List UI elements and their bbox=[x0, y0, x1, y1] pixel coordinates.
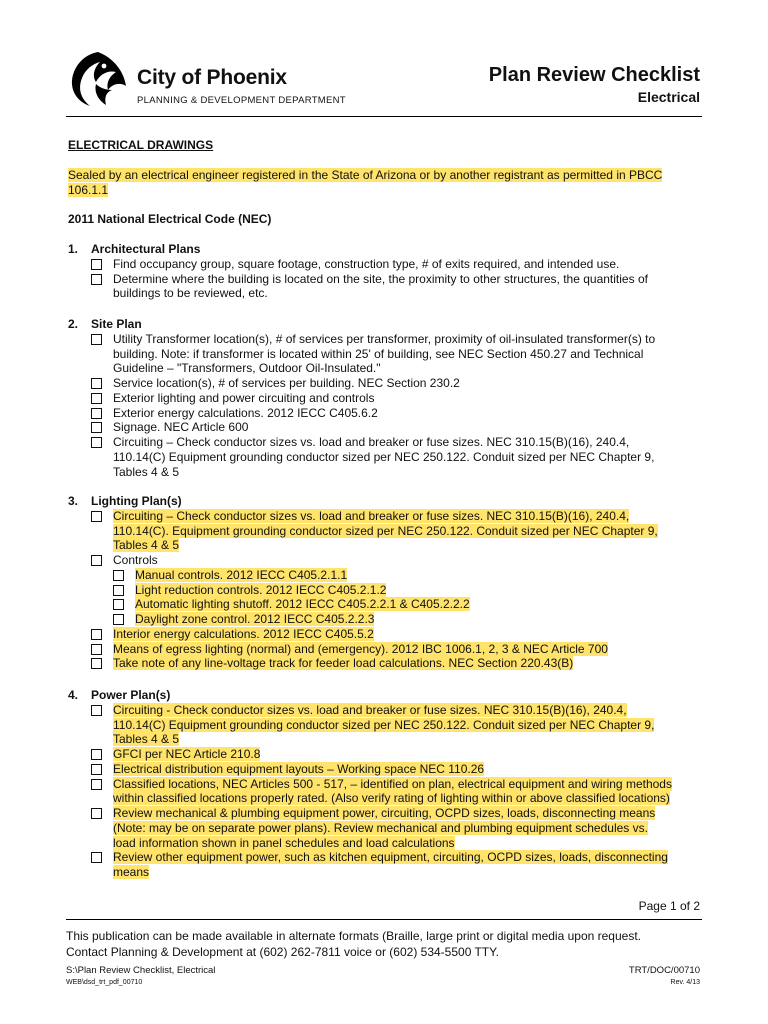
checklist-item-line: Circuiting – Check conductor sizes vs. load and breaker or fuse sizes. NEC 310.15(B)(16), 240.4, bbox=[113, 508, 630, 523]
section-heading-title: Site Plan bbox=[91, 317, 142, 331]
checklist-item-text bbox=[113, 361, 381, 376]
web-path: WEB\dsd_trt_pdf_00710 bbox=[66, 979, 143, 986]
checklist-item-text bbox=[113, 732, 179, 747]
document-title: Plan Review Checklist bbox=[488, 64, 700, 86]
checklist-item-text bbox=[135, 612, 374, 627]
checklist-checkbox[interactable] bbox=[91, 437, 102, 448]
alternate-formats-note bbox=[66, 929, 641, 960]
section-heading-title: Architectural Plans bbox=[91, 242, 201, 256]
code-heading: 2011 National Electrical Code (NEC) bbox=[68, 212, 272, 226]
checklist-item-text bbox=[113, 257, 619, 272]
checklist-checkbox[interactable] bbox=[91, 393, 102, 404]
checklist-item-text bbox=[113, 538, 179, 553]
checklist-item-text bbox=[113, 762, 484, 777]
checklist-item-line: Guideline – "Transformers, Outdoor Oil-Insulated." bbox=[113, 361, 381, 376]
checklist-item-text bbox=[113, 406, 378, 421]
checklist-checkbox[interactable] bbox=[113, 614, 124, 625]
page-number: Page 1 of 2 bbox=[638, 899, 700, 913]
section-number: 4. bbox=[68, 688, 79, 702]
checklist-item-line: Tables 4 & 5 bbox=[113, 538, 180, 553]
checklist-item-text bbox=[113, 272, 648, 287]
checklist-item-line: Electrical distribution equipment layouts – Working space NEC 110.26 bbox=[113, 761, 485, 776]
document-subtitle: Electrical bbox=[637, 89, 700, 105]
checklist-checkbox[interactable] bbox=[91, 658, 102, 669]
section-heading-title: Power Plan(s) bbox=[91, 688, 171, 702]
checklist-checkbox[interactable] bbox=[91, 644, 102, 655]
checklist-item-line: Signage. NEC Article 600 bbox=[113, 420, 249, 435]
checklist-item-line: 110.14(C) Equipment grounding conductor sized per NEC 250.122. Conduit sized per NEC Chapter 9, bbox=[113, 717, 655, 732]
checklist-item-text bbox=[113, 435, 629, 450]
checklist-item-line: Automatic lighting shutoff. 2012 IECC C405.2.2.1 & C405.2.2.2 bbox=[135, 597, 470, 612]
organization-name: City of Phoenix bbox=[137, 66, 287, 89]
section-heading-title: Lighting Plan(s) bbox=[91, 494, 182, 508]
checklist-item-text bbox=[113, 286, 268, 301]
checklist-checkbox[interactable] bbox=[91, 555, 102, 566]
checklist-checkbox[interactable] bbox=[91, 852, 102, 863]
checklist-item-line: Circuiting - Check conductor sizes vs. load and breaker or fuse sizes. NEC 310.15(B)(16), 240.4, bbox=[113, 702, 627, 717]
checklist-item-text bbox=[113, 420, 248, 435]
section-number: 2. bbox=[68, 317, 79, 331]
checklist-item-text bbox=[113, 703, 627, 718]
checklist-item-text bbox=[113, 376, 460, 391]
checklist-item-line: load information shown in panel schedules and load calculations bbox=[113, 835, 455, 850]
section-number: 3. bbox=[68, 494, 79, 508]
checklist-item-text bbox=[113, 450, 654, 465]
checklist-checkbox[interactable] bbox=[91, 274, 102, 285]
section-title: ELECTRICAL DRAWINGS bbox=[68, 138, 214, 152]
checklist-item-line: Utility Transformer location(s), # of services per transformer, proximity of oil-insulated transformer(s) to bbox=[113, 331, 656, 346]
section-heading bbox=[68, 494, 182, 509]
checklist-item-line: Service location(s), # of services per building. NEC Section 230.2 bbox=[113, 376, 460, 390]
checklist-item-line: Tables 4 & 5 bbox=[113, 732, 180, 747]
checklist-checkbox[interactable] bbox=[91, 705, 102, 716]
checklist-item-line: Classified locations, NEC Articles 500 - 517, – identified on plan, electrical equipment and wiring methods bbox=[113, 776, 672, 791]
checklist-item-text bbox=[113, 347, 643, 362]
checklist-item-text bbox=[113, 524, 658, 539]
checklist-checkbox[interactable] bbox=[91, 808, 102, 819]
checklist-item-line: GFCI per NEC Article 210.8 bbox=[113, 747, 261, 761]
checklist-item-text bbox=[135, 597, 470, 612]
checklist-item-text bbox=[113, 391, 374, 406]
checklist-item-text bbox=[113, 465, 179, 480]
document-code: TRT/DOC/00710 bbox=[628, 965, 700, 976]
section-heading bbox=[68, 317, 142, 332]
section-number: 1. bbox=[68, 242, 79, 256]
checklist-item-text bbox=[113, 836, 455, 851]
checklist-item-line: Manual controls. 2012 IECC C405.2.1.1 bbox=[135, 567, 348, 582]
checklist-item-text bbox=[113, 806, 655, 821]
checklist-item-text bbox=[113, 791, 670, 806]
checklist-item-line: Take note of any line-voltage track for feeder load calculations. NEC Section 220.43(B) bbox=[113, 656, 574, 671]
checklist-checkbox[interactable] bbox=[91, 764, 102, 775]
section-heading bbox=[68, 688, 170, 703]
checklist-item-text bbox=[113, 509, 629, 524]
checklist-checkbox[interactable] bbox=[113, 570, 124, 581]
footer-divider bbox=[66, 919, 702, 920]
checklist-item-text bbox=[113, 747, 260, 762]
intro-line-2: 106.1.1 bbox=[68, 183, 109, 197]
checklist-item-line: Review mechanical & plumbing equipment power, circuiting, OCPD sizes, loads, disconnecting means bbox=[113, 806, 656, 820]
checklist-checkbox[interactable] bbox=[91, 334, 102, 345]
checklist-item-text bbox=[113, 821, 648, 836]
checklist-item-line: Determine where the building is located on the site, the proximity to other structures, the quantities of bbox=[113, 271, 648, 286]
checklist-checkbox[interactable] bbox=[91, 422, 102, 433]
checklist-item-line: Daylight zone control. 2012 IECC C405.2.2.3 bbox=[135, 612, 375, 626]
checklist-item-line: 110.14(C). Equipment grounding conductor sized per NEC 250.122. Conduit sized per NEC Chapter 9, bbox=[113, 523, 658, 538]
checklist-item-line: Controls bbox=[113, 553, 158, 567]
checklist-item-line: 110.14(C) Equipment grounding conductor sized per NEC 250.122. Conduit sized per NEC Chapter 9, bbox=[113, 449, 655, 464]
section-heading bbox=[68, 242, 200, 257]
checklist-checkbox[interactable] bbox=[91, 378, 102, 389]
organization-department: PLANNING & DEVELOPMENT DEPARTMENT bbox=[137, 95, 346, 106]
checklist-item-line: Light reduction controls. 2012 IECC C405.2.1.2 bbox=[135, 582, 387, 597]
checklist-item-text bbox=[135, 568, 347, 583]
checklist-item-line: within classified locations properly rated. (Also verify rating of lighting within or above classified locations) bbox=[113, 791, 670, 806]
checklist-item-line: Tables 4 & 5 bbox=[113, 464, 180, 479]
checklist-item-text bbox=[113, 865, 149, 880]
checklist-item-text bbox=[113, 642, 608, 657]
phoenix-bird-logo bbox=[66, 50, 130, 108]
checklist-item-line: buildings to be reviewed, etc. bbox=[113, 286, 268, 301]
checklist-item-line: (Note: may be on separate power plans). Review mechanical and plumbing equipment schedules vs. bbox=[113, 820, 648, 835]
checklist-checkbox[interactable] bbox=[91, 259, 102, 270]
checklist-item-line: Review other equipment power, such as kitchen equipment, circuiting, OCPD sizes, loads, disconnecting bbox=[113, 850, 668, 865]
checklist-item-text bbox=[135, 583, 386, 598]
checklist-checkbox[interactable] bbox=[91, 511, 102, 522]
checklist-item-text bbox=[113, 627, 374, 642]
checklist-item-line: Exterior lighting and power circuiting and controls bbox=[113, 390, 375, 405]
checklist-checkbox[interactable] bbox=[91, 629, 102, 640]
checklist-item-line: Interior energy calculations. 2012 IECC C405.5.2 bbox=[113, 626, 374, 641]
revision: Rev. 4/13 bbox=[670, 979, 700, 986]
checklist-item-line: Exterior energy calculations. 2012 IECC C405.6.2 bbox=[113, 405, 378, 420]
checklist-item-text bbox=[113, 718, 654, 733]
checklist-item-line: means bbox=[113, 865, 150, 879]
checklist-item-text bbox=[113, 553, 158, 568]
checklist-checkbox[interactable] bbox=[91, 779, 102, 790]
checklist-checkbox[interactable] bbox=[113, 599, 124, 610]
intro-line-1: Sealed by an electrical engineer registered in the State of Arizona or by another registrant as permitted in PBCC bbox=[68, 168, 663, 182]
checklist-item-text bbox=[113, 777, 672, 792]
checklist-item-line: Circuiting – Check conductor sizes vs. load and breaker or fuse sizes. NEC 310.15(B)(16), 240.4, bbox=[113, 435, 630, 449]
header-divider bbox=[66, 116, 702, 117]
checklist-item-text bbox=[113, 332, 655, 347]
checklist-item-text bbox=[113, 656, 573, 671]
checklist-item-line: Means of egress lighting (normal) and (emergency). 2012 IBC 1006.1, 2, 3 & NEC Article 700 bbox=[113, 641, 608, 656]
checklist-item-text bbox=[113, 850, 668, 865]
checklist-item-line: Find occupancy group, square footage, construction type, # of exits required, and intended use. bbox=[113, 256, 620, 271]
checklist-checkbox[interactable] bbox=[113, 585, 124, 596]
footer-note-line-2: Contact Planning & Development at (602) 262-7811 voice or (602) 534-5500 TTY. bbox=[66, 944, 499, 959]
footer-note-line-1: This publication can be made available in alternate formats (Braille, large print or digital media upon request. bbox=[66, 929, 641, 943]
file-path: S:\Plan Review Checklist, Electrical bbox=[66, 965, 216, 976]
checklist-checkbox[interactable] bbox=[91, 749, 102, 760]
checklist-checkbox[interactable] bbox=[91, 408, 102, 419]
checklist-item-line: building. Note: if transformer is located within 25' of building, see NEC Section 450.27 and Technical bbox=[113, 346, 644, 361]
